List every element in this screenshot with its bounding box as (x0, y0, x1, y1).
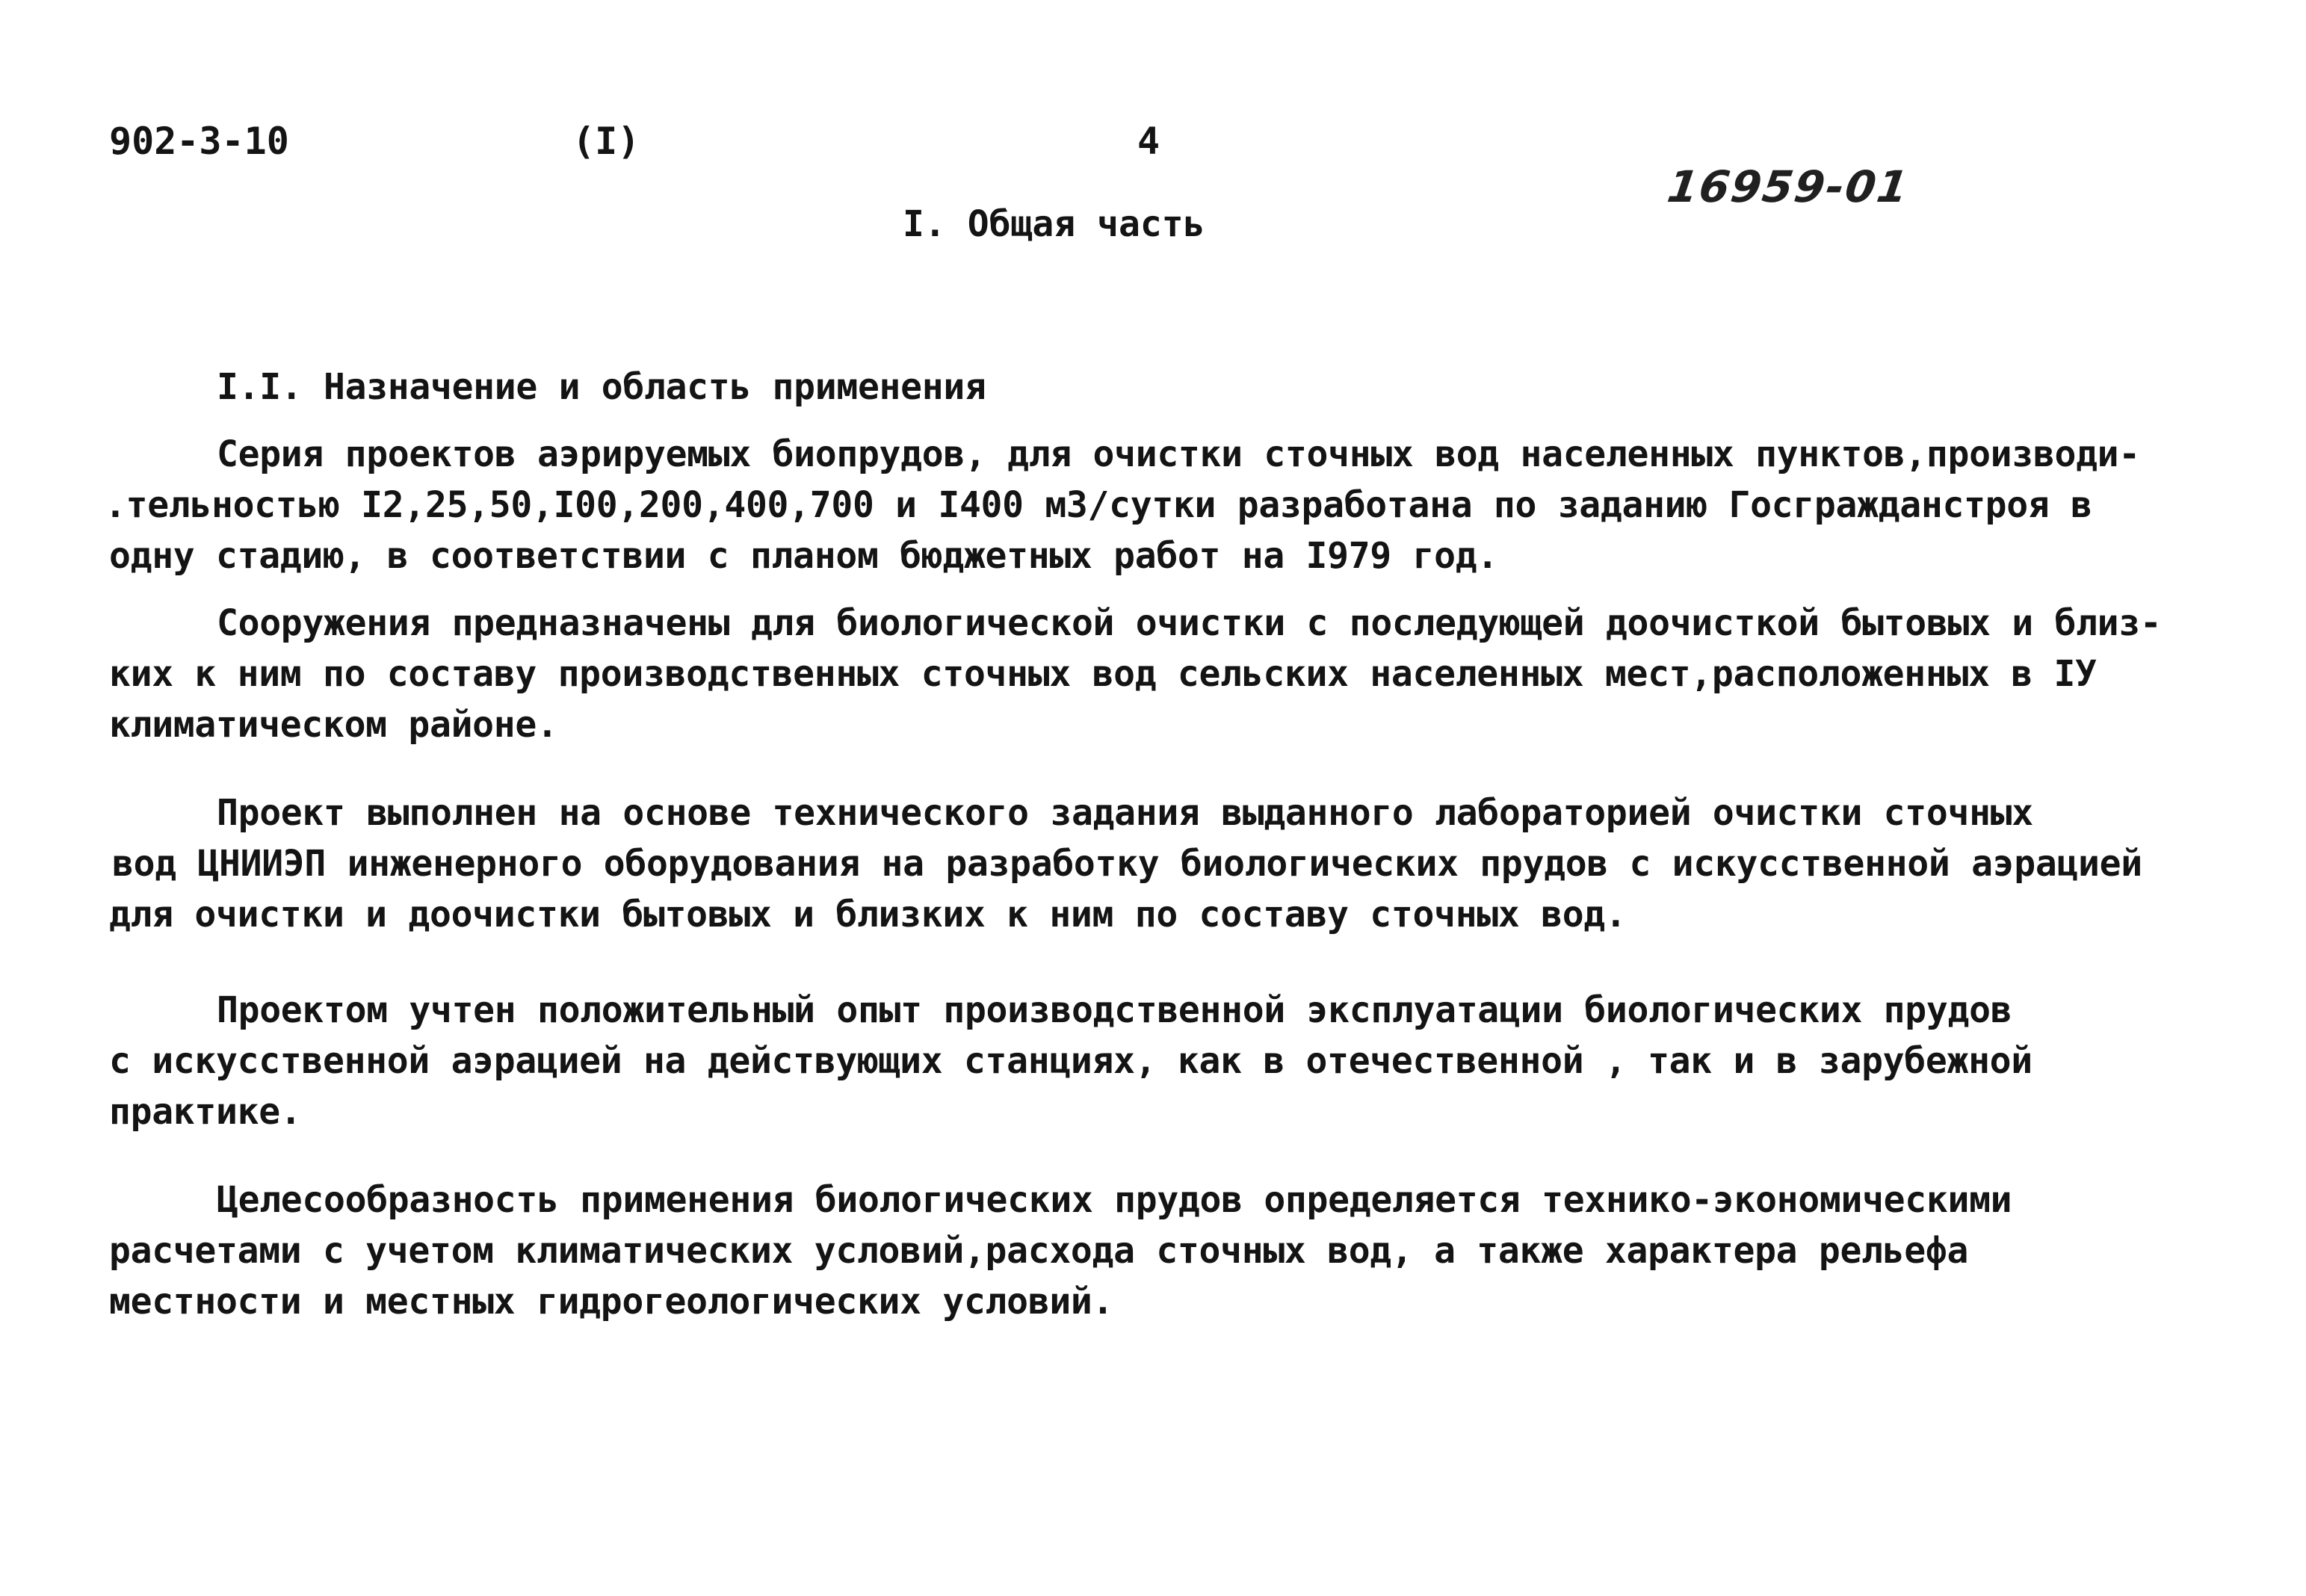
inventory-stamp: 16959-01 (1664, 161, 1913, 212)
paragraph-4 (109, 985, 2033, 1137)
paragraph-3 (109, 788, 2142, 940)
paragraph-5 (109, 1175, 2012, 1327)
paragraph-line: климатическом районе. (109, 704, 558, 746)
part-number: (I) (572, 120, 640, 163)
paragraph-line: практике. (109, 1091, 302, 1133)
section-title: I. Общая часть (903, 203, 1205, 245)
paragraph-line: Серия проектов аэрируемых биопрудов, для очистки сточных вод населенных пунктов,производи- (217, 433, 2140, 475)
paragraph-line: Целесообразность применения биологических прудов определяется технико-экономическими (217, 1179, 2012, 1221)
paragraph-line: .тельностью I2,25,50,I00,200,400,700 и I400 м3/сутки разработана по заданию Гоcгражданстроя в (105, 484, 2092, 526)
subsection-title: I.I. Назначение и область применения (217, 366, 986, 408)
paragraph-line: ких к ним по составу производственных сточных вод сельских населенных мест,расположенных в IУ (109, 653, 2097, 695)
paragraph-line: Проектом учтен положительный опыт производственной эксплуатации биологических прудов (217, 989, 2012, 1031)
paragraph-line: вод ЦНИИЭП инженерного оборудования на разработку биологических прудов с искусственной аэрацией (112, 843, 2142, 885)
paragraph-line: с искусственной аэрацией на действующих станциях, как в отечественной , так и в зарубежной (109, 1040, 2033, 1082)
paragraph-line: Сооружения предназначены для биологической очистки с последующей доочисткой бытовых и близ- (217, 602, 2162, 644)
paragraph-1 (105, 429, 2140, 581)
paragraph-line: для очистки и доочистки бытовых и близких к ним по составу сточных вод. (109, 894, 1627, 935)
paragraph-line: Проект выполнен на основе технического задания выданного лабораторией очистки сточных (217, 792, 2033, 834)
paragraph-line: расчетами с учетом климатических условий,расхода сточных вод, а также характера рельефа (109, 1230, 1969, 1272)
page-number: 4 (1137, 120, 1160, 163)
paragraph-line: местности и местных гидрогеологических условий. (109, 1281, 1114, 1323)
document-code: 902-3-10 (109, 120, 289, 163)
paragraph-2 (109, 598, 2161, 750)
paragraph-line: одну стадию, в соответствии с планом бюджетных работ на I979 год. (109, 535, 1498, 577)
